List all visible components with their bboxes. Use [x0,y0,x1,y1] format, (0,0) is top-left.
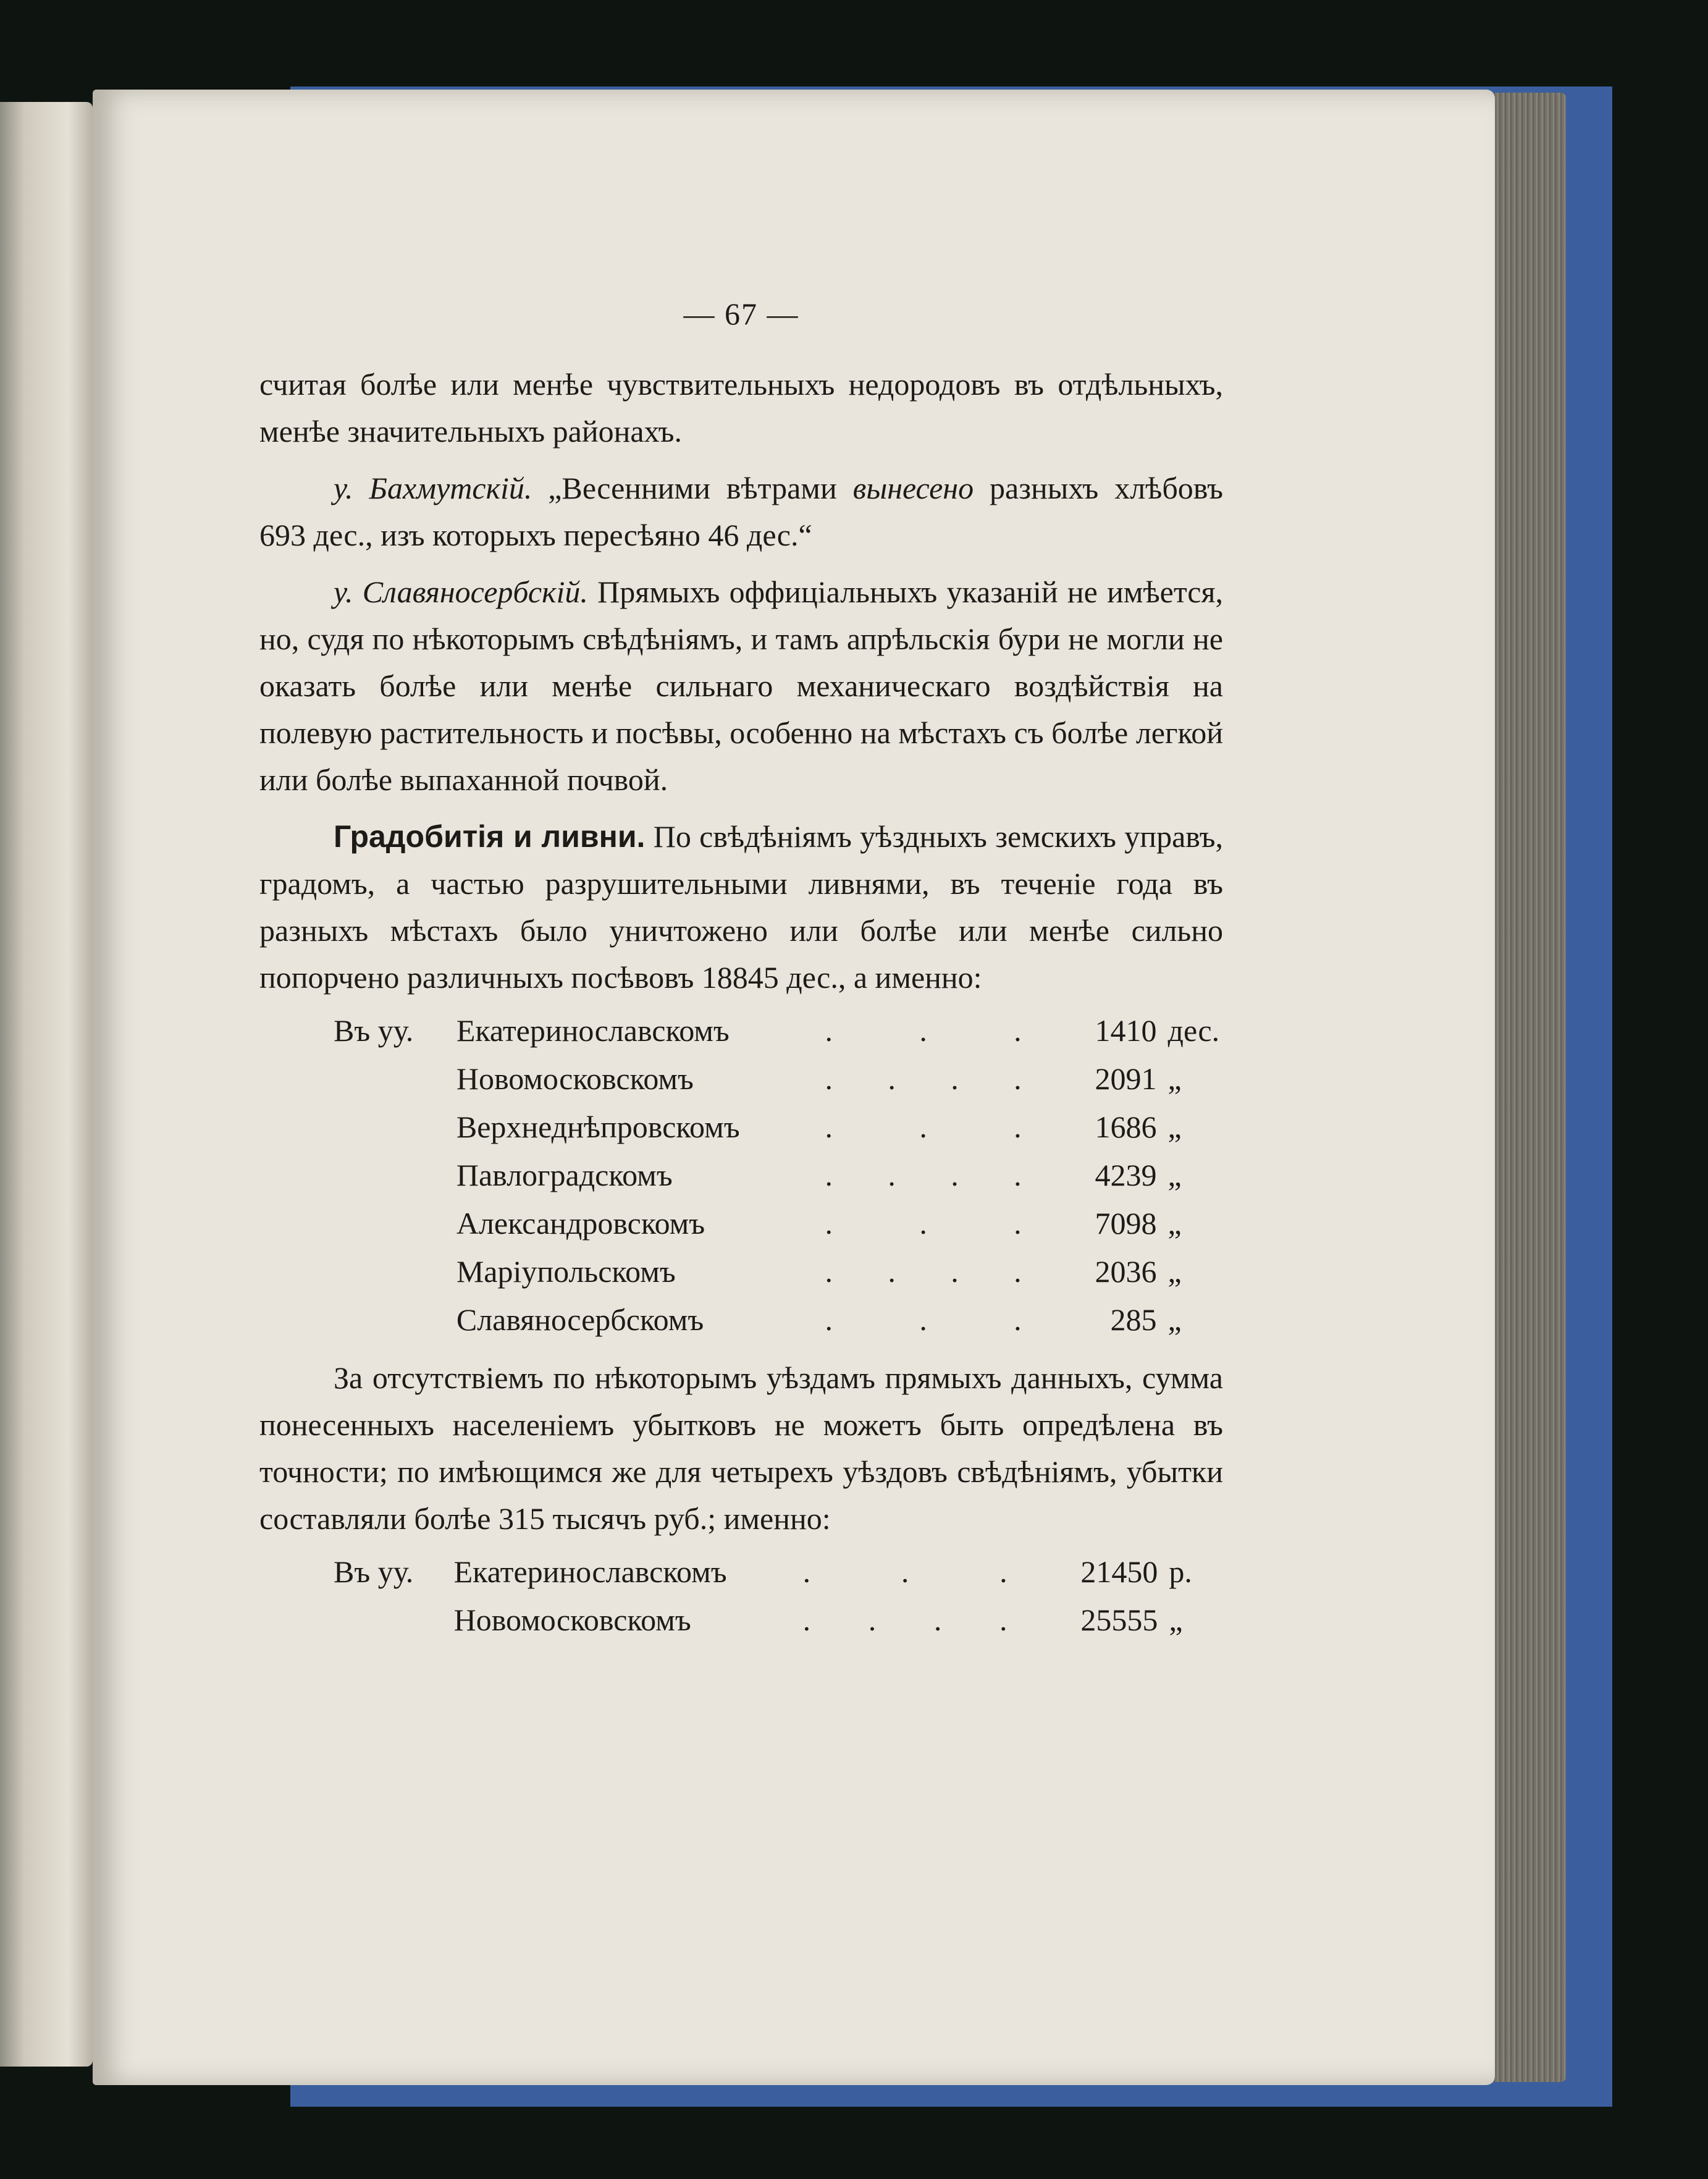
list-item [259,1055,1223,1103]
page-content [259,290,1223,1645]
paragraph-1-text: считая болѣе или менѣе чувствительныхъ недородовъ въ отдѣльныхъ, менѣе значительныхъ районахъ. [259,367,1223,449]
paragraph-continuation [259,361,1223,455]
bakhmut-text-a: „Весенними вѣтрами [532,471,853,505]
bakhmut-text-b: разныхъ хлѣбовъ 693 дес., изъ которыхъ пересѣяно 46 дес.“ [259,471,1223,552]
district-name: Маріупольскомъ [456,1254,676,1289]
slavyanoserb-label: у. Славяносербскій. [334,575,588,609]
district-value: 2091 [1095,1061,1157,1096]
list-prefix: Въ уу. [334,1554,414,1589]
leader-dots: . . . [825,1013,1022,1048]
district-name: Верхнеднѣпровскомъ [456,1110,740,1144]
district-name: Екатеринославскомъ [453,1554,727,1589]
hail-text: По свѣдѣніямъ уѣздныхъ земскихъ управъ, градомъ, а частью разрушительными ливнями, въ теченіе года въ разныхъ мѣстахъ было уничтожено или болѣе или менѣе сильно попорчено различныхъ посѣвовъ 18845 дес., а именно: [259,819,1223,995]
paragraph-bakhmut [259,465,1223,558]
value-unit: „ [1167,1206,1182,1241]
bakhmut-italic: вынесено [852,471,974,505]
district-name: Новомосковскомъ [456,1061,694,1096]
left-page-edge [0,102,93,2067]
district-value: 1410 [1095,1013,1157,1048]
value-unit: „ [1167,1110,1182,1144]
district-name: Александровскомъ [456,1206,705,1241]
hail-area-list [259,1007,1223,1344]
hail-heading: Градобитія и ливни. [334,819,646,854]
losses-text: За отсутствіемъ по нѣкоторымъ уѣздамъ прямыхъ данныхъ, сумма понесенныхъ населеніемъ убытковъ не можетъ быть опредѣлена въ точности; по имѣющимся же для четырехъ уѣздовъ свѣдѣніямъ, убытки составляли болѣе 315 тысячъ руб.; именно: [259,1360,1223,1536]
list-item [259,1596,1223,1645]
list-item [259,1152,1223,1200]
list-item [259,1548,1223,1596]
district-value: 2036 [1095,1254,1157,1289]
leader-dots: . . . . [825,1254,1022,1289]
list-prefix: Въ уу. [334,1013,414,1048]
district-value: 25555 [1080,1603,1158,1637]
value-unit: „ [1167,1061,1182,1096]
district-value: 285 [1110,1302,1157,1337]
district-value: 21450 [1080,1554,1158,1589]
district-name: Новомосковскомъ [453,1603,691,1637]
leader-dots: . . . [825,1110,1022,1144]
leader-dots: . . . . [825,1158,1022,1192]
list-item [259,1007,1223,1055]
slavyanoserb-text: Прямыхъ оффиціальныхъ указаній не имѣется, но, судя по нѣкоторымъ свѣдѣніямъ, и тамъ апрѣльскія бури не могли не оказать болѣе или менѣе сильнаго механическаго воздѣйствія на полевую растительность и посѣвы, особенно на мѣстахъ съ болѣе легкой или болѣе выпаханной почвой. [259,575,1223,797]
value-unit: „ [1167,1302,1182,1337]
bakhmut-label: у. Бахмутскій. [334,471,532,505]
value-unit: „ [1169,1603,1183,1637]
leader-dots: . . . [825,1206,1022,1241]
value-unit: р. [1169,1554,1192,1589]
district-name: Павлоградскомъ [456,1158,673,1192]
paragraph-slavyanoserb [259,568,1223,803]
paragraph-hail [259,813,1223,1001]
district-value: 4239 [1095,1158,1157,1192]
value-unit: „ [1167,1158,1182,1192]
paragraph-losses [259,1354,1223,1542]
leader-dots: . . . [802,1554,1008,1589]
losses-list [259,1548,1223,1645]
district-name: Екатеринославскомъ [456,1013,730,1048]
list-item [259,1103,1223,1152]
leader-dots: . . . . [825,1061,1022,1096]
value-unit: „ [1167,1254,1182,1289]
district-value: 7098 [1095,1206,1157,1241]
leader-dots: . . . . [802,1603,1008,1637]
district-name: Славяносербскомъ [456,1302,704,1337]
district-value: 1686 [1095,1110,1157,1144]
list-item [259,1200,1223,1248]
leader-dots: . . . [825,1302,1022,1337]
list-item [259,1248,1223,1296]
page-number: — 67 — [683,297,799,331]
value-unit: дес. [1167,1013,1220,1048]
list-item [259,1296,1223,1344]
